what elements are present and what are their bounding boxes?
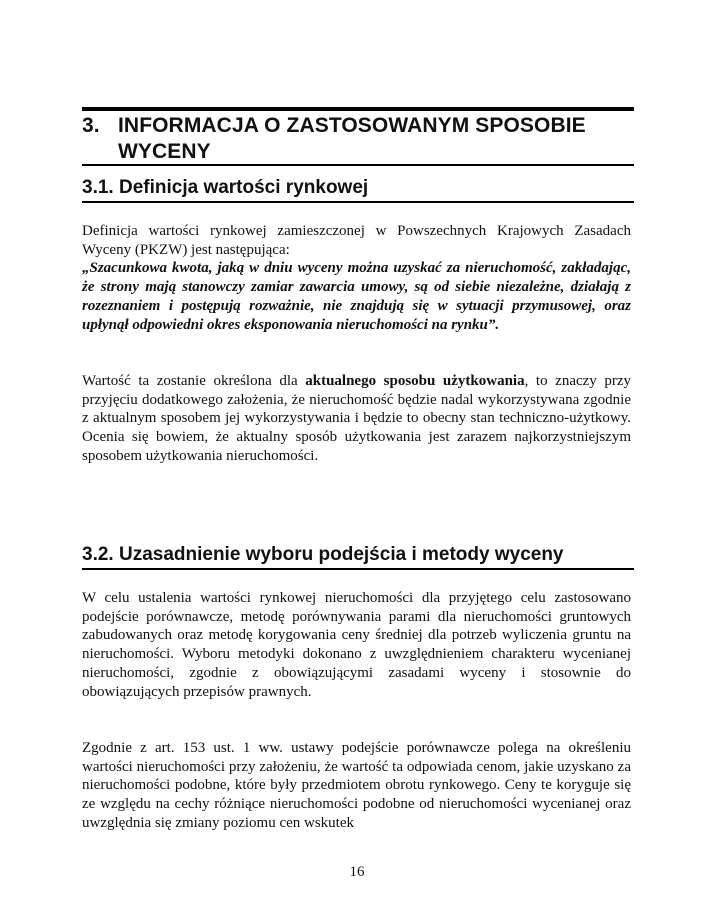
chapter-top-rule <box>82 107 634 111</box>
definition-quote: „Szacunkowa kwota, jaką w dniu wyceny można uzyskać za nieruchomość, zakładając, że strony mają stanowczy zamiar zawarcia umowy, są od siebie niezależne, działają z rozeznaniem i postępują rozważnie, nie znajdują się w sytuacji przymusowej, oraz upłynął odpowiedni okres eksponowania nieruchomości na rynku”. <box>82 260 631 333</box>
definition-intro-text: Definicja wartości rynkowej zamieszczonej w Powszechnych Krajowych Zasadach Wyceny (PKZW) jest następująca: <box>82 223 631 258</box>
section-3-2-rule <box>82 568 634 570</box>
section-heading-3-1: 3.1. Definicja wartości rynkowej <box>82 177 369 198</box>
usage-text-before: Wartość ta zostanie określona dla <box>82 373 306 389</box>
chapter-bottom-rule <box>82 164 634 166</box>
usage-text-bold: aktualnego sposobu użytkowania <box>305 373 525 389</box>
chapter-title: INFORMACJA O ZASTOSOWANYM SPOSOBIE WYCENY <box>118 114 586 163</box>
definition-intro <box>82 222 631 334</box>
approach-paragraph: W celu ustalenia wartości rynkowej nieruchomości dla przyjętego celu zastosowano podejście porównawcze, metodę porównywania parami dla nieruchomości gruntowych zabudowanych oraz metodę korygowania ceny średniej dla potrzeb wyliczenia gruntu na nieruchomości. Wyboru metodyki dokonano z uwzględnieniem charakteru wycenianej nieruchomości, zgodnie z obowiązującymi zasadami wyceny i stosownie do obowiązujących przepisów prawnych. <box>82 590 631 700</box>
usage-paragraph <box>82 372 631 466</box>
usage-text-after: , to znaczy przy przyjęciu dodatkowego założenia, że nieruchomość będzie nadal wykorzystywana zgodnie z aktualnym sposobem jej wykorzystywania i będzie to obecny stan techniczno-użytkowy. Ocenia się bowiem, że aktualny sposób użytkowania jest zarazem najkorzystniejszym sposobem użytkowania nieruchomości. <box>82 373 632 464</box>
section-heading-3-2: 3.2. Uzasadnienie wyboru podejścia i metody wyceny <box>82 544 564 565</box>
chapter-number: 3. <box>82 114 100 137</box>
legal-basis-paragraph: Zgodnie z art. 153 ust. 1 ww. ustawy podejście porównawcze polega na określeniu wartości nieruchomości przy założeniu, że wartość ta odpowiada cenom, jakie uzyskano za nieruchomości podobne, które były przedmiotem obrotu rynkowego. Ceny te koryguje się ze względu na cechy różniące nieruchomości podobne od nieruchomości wycenianej oraz uwzględnia się zmiany poziomu cen wskutek <box>82 740 631 831</box>
section-3-1-rule <box>82 201 634 203</box>
page-number: 16 <box>349 864 365 880</box>
